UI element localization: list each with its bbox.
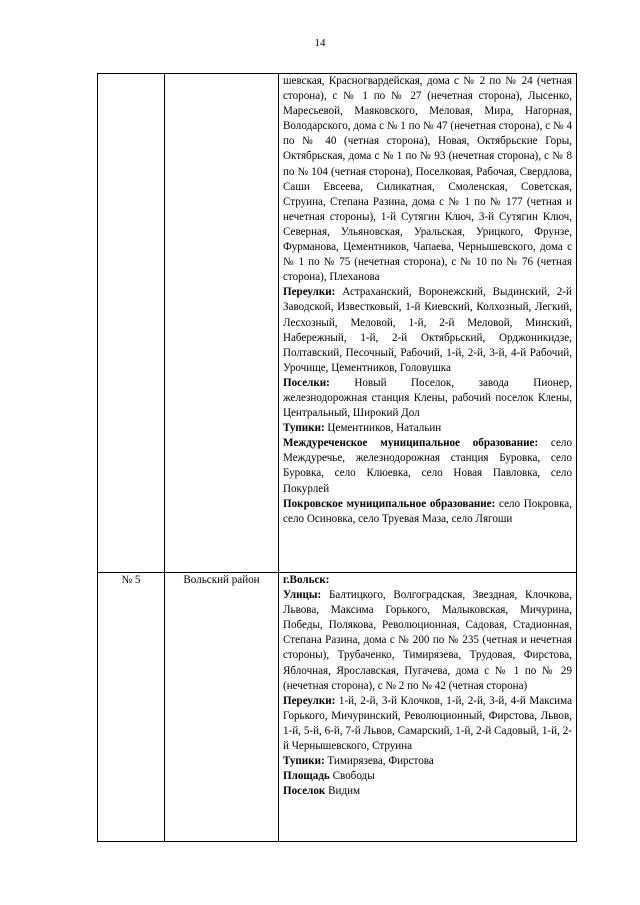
paragraph-text: село Междуречье, железнодорожная станция Буровка, село Буровка, село Клюевка, село Новая Павловка, село Покурлей xyxy=(283,437,572,495)
paragraph-text: шевская, Красногвардейская, дома с № 2 по № 24 (четная сторона), с № 1 по № 27 (нечетная сторона), Лысенко, Маресьевой, Маяковского, Меловая, Мира, Нагорная, Володарского, дома с № 1 по № 47 (нечетная сторона), с № 4 по № 40 (четная сторона), Новая, Октябрьские Горы, Октябрьская, дома с № 1 по № 93 (нечетная сторона), с № 8 по № 104 (четная сторона), Поселковая, Рабочая, Свердлова, Саши Евсеева, Силикатная, Смоленская, Советская, Струина, Степана Разина, дома с № 1 по № 177 (четная и нечетная стороны), 1-й Сутягин Ключ, 3-й Сутягин Ключ, Северная, Ульяновская, Уральская, Урицкого, Фрунзе, Фурманова, Цементников, Чапаева, Чернышевского, дома с № 1 по № 75 (нечетная сторона), с № 10 по № 76 (четная сторона), Плеханова xyxy=(283,75,572,284)
district-cell xyxy=(165,573,279,842)
paragraph-text: 1-й, 2-й, 3-й Клочков, 1-й, 2-й, 3-й, 4-й Максима Горького, Мичуринский, Революционный, Фирстова, Львов, 1-й, 5-й, 6-й, 7-й Львов, Самарский, 1-й, 2-й Садовый, 1-й, 2-й Чернышевского, Струина xyxy=(283,694,572,753)
paragraph-label: Междуреченское муниципальное образование: xyxy=(283,437,539,450)
districts-table xyxy=(97,73,577,842)
address-paragraph xyxy=(283,497,572,527)
paragraph-label: Поселок xyxy=(283,785,326,798)
address-paragraph xyxy=(283,769,572,784)
addresses-cell xyxy=(279,74,577,573)
address-paragraph xyxy=(283,421,572,436)
address-paragraph xyxy=(283,74,572,285)
paragraph-text: Новый Поселок, завода Пионер, железнодорожная станция Клены, рабочий поселок Клены, Центральный, Широкий Дол xyxy=(283,376,572,420)
row-number-cell xyxy=(98,573,165,842)
paragraph-text: Видим xyxy=(325,785,361,798)
paragraph-label: Покровское муниципальное образование: xyxy=(283,497,496,510)
paragraph-label: г.Вольск: xyxy=(283,574,330,586)
paragraph-label: Поселки: xyxy=(283,376,330,389)
paragraph-label: Тупики: xyxy=(283,755,325,768)
paragraph-label: Тупики: xyxy=(283,422,325,435)
paragraph-text: Свободы xyxy=(329,770,375,783)
table-row xyxy=(98,573,577,842)
paragraph-label: Площадь xyxy=(283,770,330,783)
table-row xyxy=(98,74,577,573)
address-paragraph xyxy=(283,754,572,769)
addresses-cell xyxy=(279,573,577,842)
address-paragraph xyxy=(283,588,572,694)
district-name: Вольский район xyxy=(183,574,260,586)
address-paragraph xyxy=(283,376,572,421)
paragraph-label: Переулки: xyxy=(283,286,336,299)
address-paragraph xyxy=(283,784,572,799)
address-paragraph xyxy=(283,694,572,754)
paragraph-text: Астраханский, Воронежский, Выдинский, 2-й Заводской, Известковый, 1-й Киевский, Колхозный, Легкий, Лесхозный, Меловой, 1-й, 2-й Меловой, Минский, Набережный, 1-й, 2-й Октябрьский, Орджоникидзе, Полтавский, Песочный, Рабочий, 1-й, 2-й, 3-й, 4-й Рабочий, Урочище, Цементников, Головушка xyxy=(283,286,572,374)
paragraph-text: Балтицкого, Волгоградская, Звездная, Клочкова, Львова, Максима Горького, Малыковская, Мичурина, Победы, Полякова, Революционная, Садовая, Стадионная, Степана Разина, дома с № 200 по № 235 (четная и нечетная стороны), Трубаченко, Тимирязева, Трудовая, Фирстова, Яблочная, Ярославская, Пугачева, дома с № 1 по № 29 (нечетная сторона), с № 2 по № 42 (четная сторона) xyxy=(283,589,572,692)
row-number-cell xyxy=(98,74,165,573)
paragraph-text: Тимирязева, Фирстова xyxy=(324,755,434,768)
paragraph-label: Улицы: xyxy=(283,589,322,602)
address-paragraph xyxy=(283,285,572,376)
paragraph-text: село Покровка, село Осиновка, село Труевая Маза, село Лягоши xyxy=(283,497,572,525)
page-number: 14 xyxy=(314,37,326,49)
paragraph-label: Переулки: xyxy=(283,694,336,707)
paragraph-text: Цементников, Натальин xyxy=(324,422,442,435)
row-number: № 5 xyxy=(121,574,141,586)
district-cell xyxy=(165,74,279,573)
address-paragraph xyxy=(283,573,572,588)
address-paragraph xyxy=(283,436,572,496)
